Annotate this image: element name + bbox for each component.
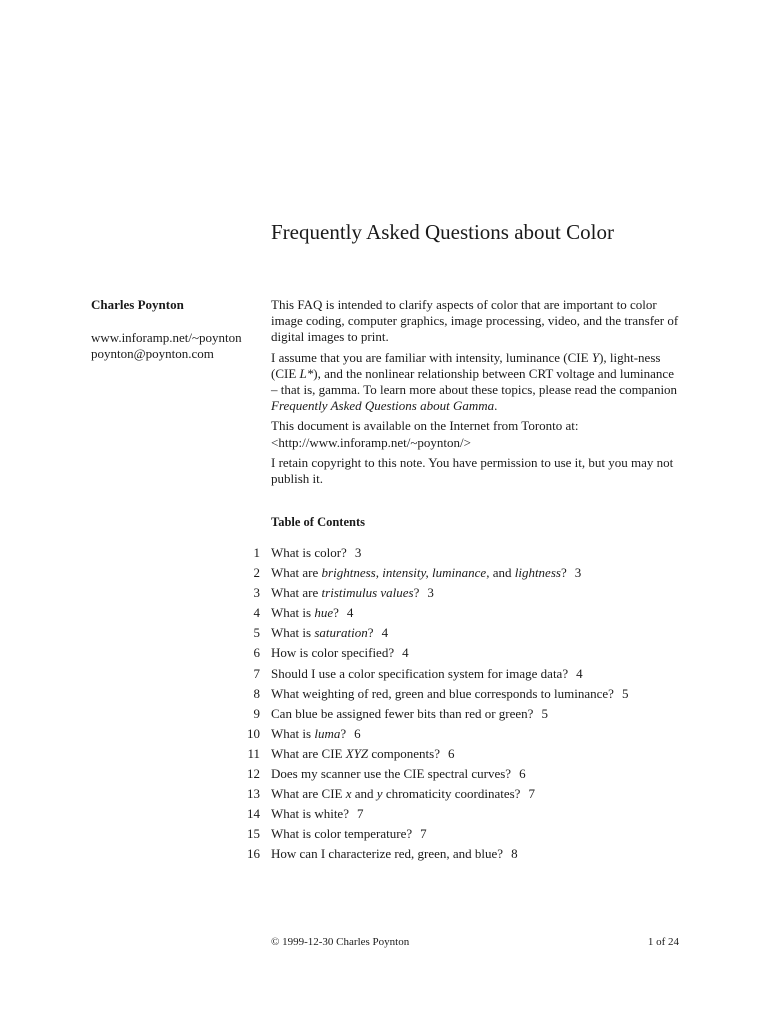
intro-p2-text-a: I assume that you are familiar with intensity, luminance (CIE xyxy=(271,349,592,365)
footer-copyright: © 1999-12-30 Charles Poynton xyxy=(271,936,410,948)
document-title: Frequently Asked Questions about Color xyxy=(271,220,614,244)
toc-item-number: 13 xyxy=(247,786,260,802)
toc-item xyxy=(232,565,628,585)
toc-title-segment: What are CIE xyxy=(271,745,346,761)
toc-item-number: 8 xyxy=(253,685,260,701)
toc-title-segment: What is xyxy=(271,605,315,621)
toc-item-page: 3 xyxy=(354,545,362,560)
toc-item-title xyxy=(271,726,346,741)
toc-item-title xyxy=(271,645,394,660)
toc-item-number: 7 xyxy=(253,665,260,681)
toc-item-title xyxy=(271,585,419,600)
toc-heading: Table of Contents xyxy=(271,515,365,529)
intro-paragraph-4: I retain copyright to this note. You have permission to use it, but you may not publish it. xyxy=(271,454,674,487)
companion-document-title: Frequently Asked Questions about Gamma xyxy=(271,398,495,414)
toc-item-page: 7 xyxy=(356,806,364,822)
toc-item-page: 7 xyxy=(420,826,427,842)
toc-title-segment: ? xyxy=(413,585,420,601)
toc-title-segment: x xyxy=(345,786,352,802)
toc-item-page: 3 xyxy=(427,585,434,601)
toc-item-page: 4 xyxy=(576,665,583,681)
toc-title-segment: What is white? xyxy=(271,806,349,822)
lightness-symbol: L* xyxy=(299,365,314,381)
toc-item-title xyxy=(271,786,520,801)
toc-title-segment: and xyxy=(351,786,377,802)
toc-item xyxy=(232,545,628,565)
footer-page-indicator: 1 of 24 xyxy=(647,936,679,948)
toc-title-segment: Should I use a color specification system for image data? xyxy=(271,665,569,681)
toc-item-title xyxy=(271,605,339,620)
author-sidebar xyxy=(91,297,266,363)
toc-item-page: 4 xyxy=(346,605,354,621)
intro-paragraph-3: This document is available on the Internet from Toronto at: <http://www.inforamp.net/~poynton/> xyxy=(271,418,579,450)
toc-title-segment: components? xyxy=(368,745,440,761)
toc-item-number: 5 xyxy=(253,625,260,641)
toc-item-number: 4 xyxy=(253,605,260,621)
intro-p2-text-d: . xyxy=(494,398,498,414)
toc-item xyxy=(232,645,628,665)
toc-title-segment: ? xyxy=(333,605,339,621)
toc-item-page: 8 xyxy=(511,846,518,862)
toc-item-number: 15 xyxy=(247,826,260,842)
toc-item-number: 14 xyxy=(247,806,260,822)
intro-p2-text-c: ), and the nonlinear relationship between CRT voltage and luminance – that is, gamma. To learn more about these topics, please read the companion xyxy=(271,365,678,398)
toc-item-page: 5 xyxy=(541,705,548,721)
toc-item-page: 5 xyxy=(621,685,629,701)
toc-title-segment: What weighting of red, green and blue corresponds to luminance? xyxy=(271,685,614,701)
author-website: www.inforamp.net/~poynton xyxy=(91,329,242,345)
toc-item-title xyxy=(271,846,503,861)
toc-title-segment: ? xyxy=(340,725,347,741)
toc-item-number: 12 xyxy=(247,766,260,782)
toc-title-segment: tristimulus values xyxy=(321,585,414,601)
toc-title-segment: chromaticity coordinates? xyxy=(382,786,521,802)
toc-item xyxy=(232,726,628,746)
toc-item-title xyxy=(271,746,440,761)
toc-title-segment: XYZ xyxy=(345,745,369,761)
toc-item-title xyxy=(271,766,511,781)
toc-title-segment: saturation xyxy=(314,625,368,641)
toc-item xyxy=(232,846,628,866)
author-email: poynton@poynton.com xyxy=(91,346,214,361)
toc-item-title xyxy=(271,625,374,640)
toc-title-segment: Does my scanner use the CIE spectral curves? xyxy=(271,766,512,782)
toc-title-segment: brightness, intensity, luminance xyxy=(321,565,487,581)
toc-item xyxy=(232,666,628,686)
toc-title-segment: luma xyxy=(314,725,341,741)
toc-item-number: 9 xyxy=(253,705,260,721)
toc-title-segment: , and xyxy=(486,565,515,581)
intro-paragraph-2 xyxy=(271,350,683,415)
toc-title-segment: How is color specified? xyxy=(271,645,395,661)
toc-item-title xyxy=(271,686,614,701)
toc-title-segment: ? xyxy=(367,625,374,641)
table-of-contents xyxy=(232,545,628,867)
toc-item-number: 3 xyxy=(253,585,260,601)
toc-title-segment: What is color? xyxy=(271,545,347,560)
toc-item xyxy=(232,706,628,726)
toc-item-page: 4 xyxy=(381,625,389,641)
toc-item-page: 6 xyxy=(447,745,455,761)
toc-item-number: 16 xyxy=(247,846,260,862)
toc-title-segment: What are CIE xyxy=(271,786,346,802)
toc-item-page: 6 xyxy=(519,766,526,782)
toc-item-number: 10 xyxy=(247,725,260,741)
toc-title-segment: Can blue be assigned fewer bits than red or green? xyxy=(271,705,534,721)
toc-item xyxy=(232,806,628,826)
toc-item-title xyxy=(271,666,568,681)
toc-item xyxy=(232,605,628,625)
toc-item-number: 2 xyxy=(253,565,260,581)
toc-item-page: 6 xyxy=(354,725,361,741)
toc-item xyxy=(232,786,628,806)
toc-item xyxy=(232,766,628,786)
toc-item-page: 3 xyxy=(574,565,582,581)
toc-item xyxy=(232,585,628,605)
toc-title-segment: lightness xyxy=(514,565,561,581)
toc-item xyxy=(232,826,628,846)
intro-section xyxy=(271,297,683,491)
toc-title-segment: ? xyxy=(560,565,567,581)
toc-title-segment: hue xyxy=(314,605,334,621)
toc-item xyxy=(232,625,628,645)
toc-title-segment: What is xyxy=(271,725,315,741)
toc-item-number: 11 xyxy=(247,745,260,761)
toc-title-segment: What are xyxy=(271,565,322,581)
toc-title-segment: What is color temperature? xyxy=(271,826,413,842)
toc-title-segment: What are xyxy=(271,585,322,601)
toc-item-number: 1 xyxy=(253,545,260,560)
intro-p2-text-b: ), light-ness (CIE xyxy=(271,349,661,381)
toc-item-page: 7 xyxy=(528,786,535,802)
intro-paragraph-1: This FAQ is intended to clarify aspects of color that are important to color image coding, computer graphics, image processing, video, and the transfer of digital images to print. xyxy=(271,297,679,345)
toc-item-title xyxy=(271,806,349,821)
toc-item xyxy=(232,746,628,766)
toc-item-page: 4 xyxy=(402,645,409,661)
toc-item-title xyxy=(271,565,567,580)
toc-item-title xyxy=(271,826,412,841)
toc-title-segment: y xyxy=(376,786,383,802)
toc-item-title xyxy=(271,545,347,560)
toc-item-number: 6 xyxy=(253,645,260,661)
toc-item xyxy=(232,686,628,706)
author-name: Charles Poynton xyxy=(91,297,184,312)
toc-item-title xyxy=(271,706,533,721)
toc-title-segment: What is xyxy=(271,625,315,641)
luminance-symbol: Y xyxy=(591,349,600,365)
toc-title-segment: How can I characterize red, green, and blue? xyxy=(271,846,504,862)
